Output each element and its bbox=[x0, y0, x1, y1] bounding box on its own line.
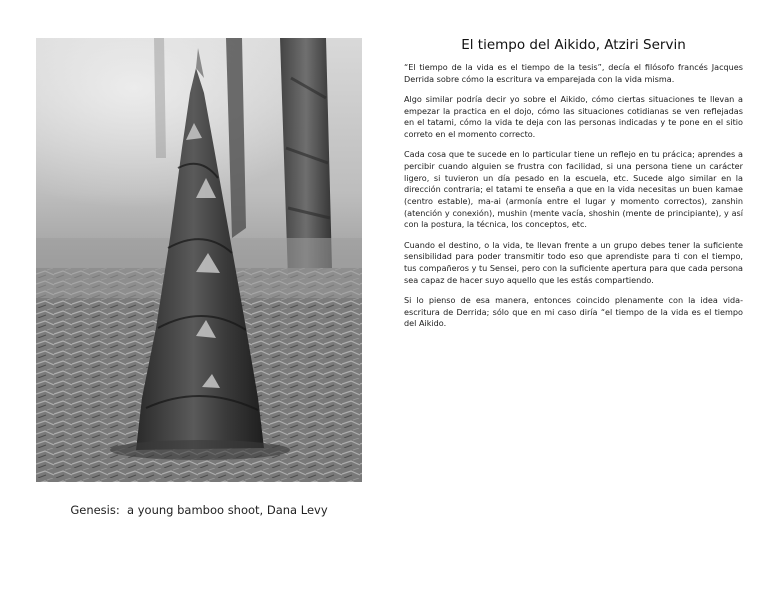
paragraph: Cada cosa que te sucede en lo particular tiene un reflejo en tu prácica; aprendes a percibir cuando alguien se frustra con facilidad, si una persona tiene un carácter ligero, si tuvieron un día pesado en la escuela, etc. Sucede algo similar en la dirección contraria; el tatami te enseña a que en la vida necesitas un buen kamae (centro estable), ma-ai (armonía entre el lugar y momento correctos), zanshin (atención y conexión), mushin (mente vacía, shoshin (mente de principiante), y así con la postura, la técnica, los conceptos, etc. bbox=[404, 149, 743, 230]
article-title: El tiempo del Aikido, Atziri Servin bbox=[461, 37, 686, 53]
photo-bamboo-shoot-icon bbox=[36, 38, 362, 482]
paragraph: Cuando el destino, o la vida, te llevan frente a un grupo debes tener la suficiente sensibilidad para poder transmitir todo eso que aprendiste para ti con el tiempo, tus compañeros y tu Sensei, pero con la suficiente apertura para que cada persona sea capaz de hacer suyo aquello que les estás compartiendo. bbox=[404, 239, 743, 285]
paragraph: Si lo pienso de esa manera, entonces coincido plenamente con la idea vida-escritura de Derrida; sólo que en mi caso diría “el tiempo de la vida es el tiempo del Aikido. bbox=[404, 294, 743, 329]
paragraph: “El tiempo de la vida es el tiempo de la tesis”, decía el filósofo francés Jacques Derrida sobre cómo la escritura va emparejada con la vida misma. bbox=[404, 62, 743, 84]
paragraph: Algo similar podría decir yo sobre el Aikido, cómo ciertas situaciones te llevan a empezar la practica en el dojo, cómo las situaciones cotidianas se ven reflejadas en el tatami, cómo la vida te deja con las personas indicadas y te pone en el sitio correto en el momento correcto. bbox=[404, 93, 743, 140]
bamboo-shoot-photo bbox=[36, 38, 362, 482]
photo-caption: Genesis: a young bamboo shoot, Dana Levy bbox=[70, 503, 328, 517]
article bbox=[404, 37, 743, 339]
